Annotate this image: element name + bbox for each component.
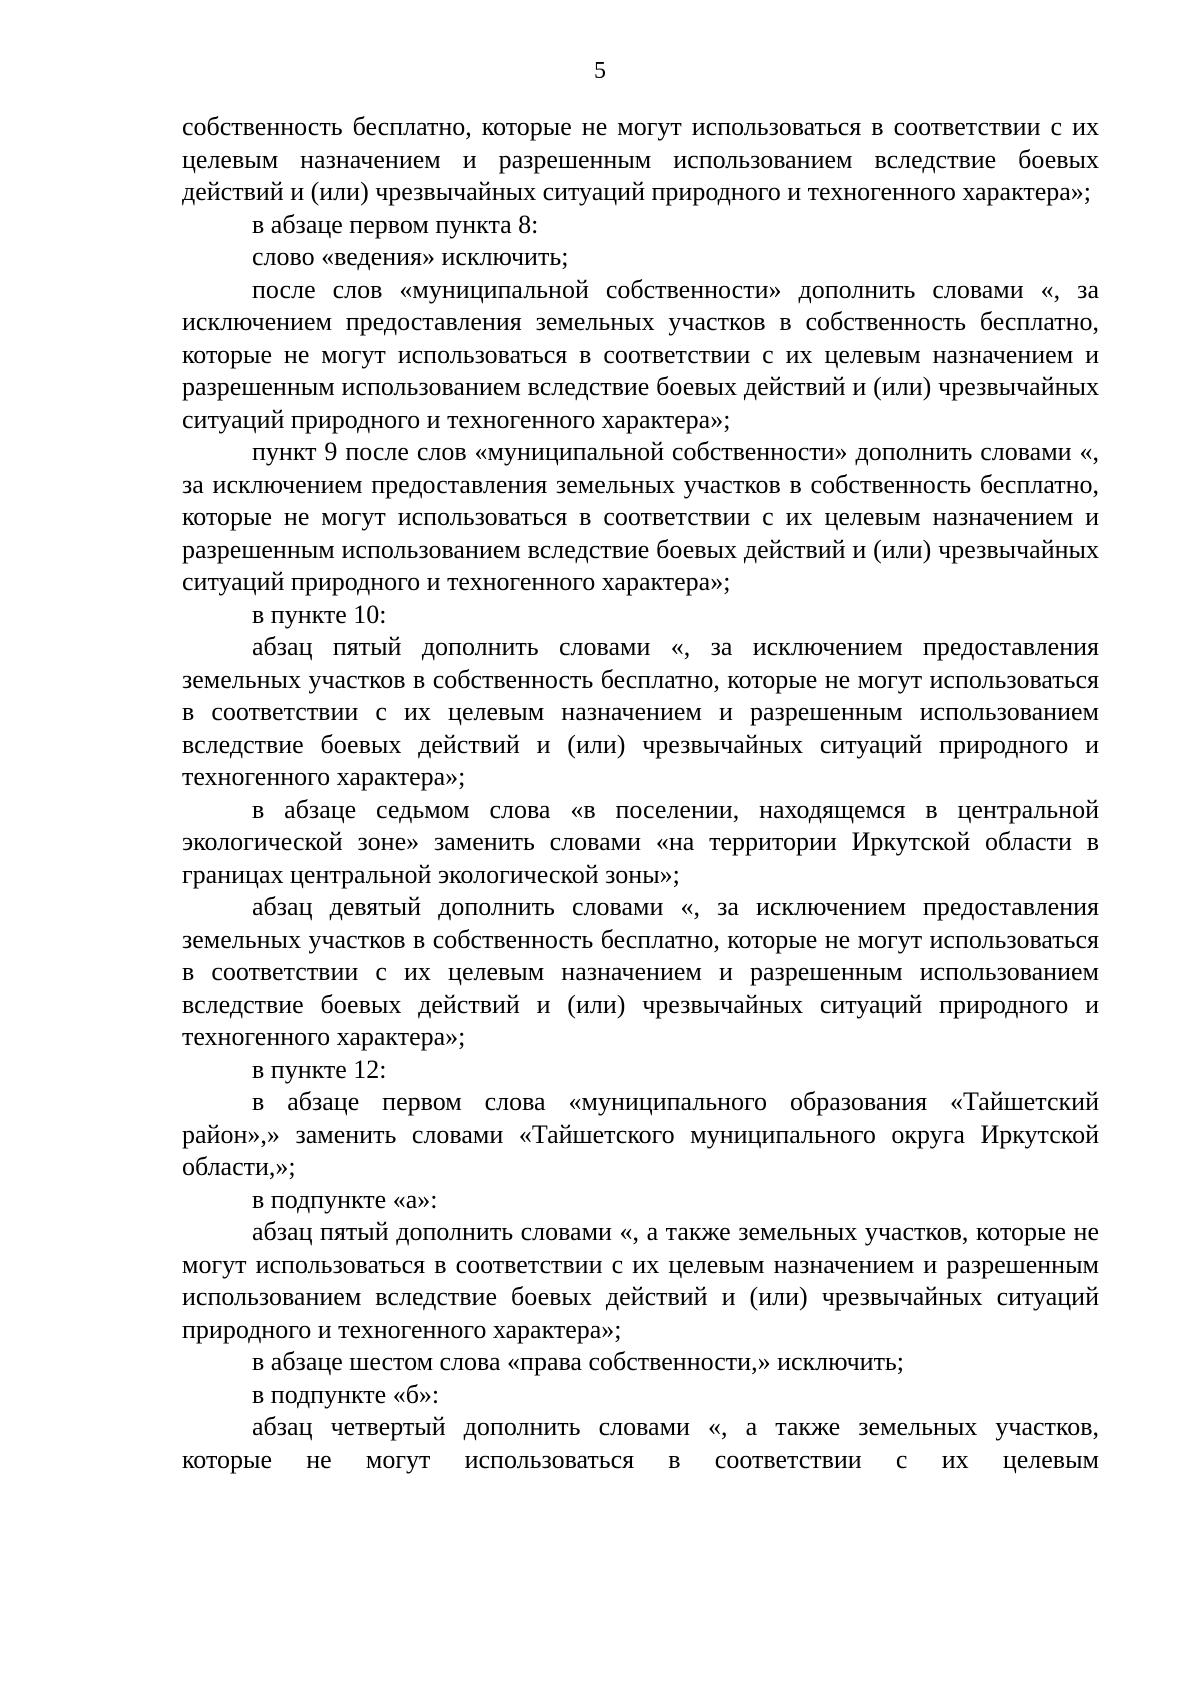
paragraph: абзац четвертый дополнить словами «, а также земельных участков, которые не могут использоваться в соответствии с их целевым xyxy=(182,1412,1099,1474)
paragraph: абзац пятый дополнить словами «, за исключением предоставления земельных участков в собственность бесплатно, которые не могут использоваться в соответствии с их целевым назначением и разрешенным использованием вследствие боевых действий и (или) чрезвычайных ситуаций природного и техногенного характера»; xyxy=(182,632,1099,791)
page-number: 5 xyxy=(594,58,606,84)
paragraph: в пункте 10: xyxy=(252,599,387,629)
paragraph: в абзаце первом пункта 8: xyxy=(252,209,539,239)
paragraph: после слов «муниципальной собственности» дополнить словами «, за исключением предоставления земельных участков в собственность бесплатно, которые не могут использоваться в соответствии с их целевым назначением и разрешенным использованием вследствие боевых действий и (или) чрезвычайных ситуаций природного и техногенного характера»; xyxy=(182,274,1099,434)
paragraph: абзац пятый дополнить словами «, а также земельных участков, которые не могут использоваться в соответствии с их целевым назначением и разрешенным использованием вследствие боевых действий и (или) чрезвычайных ситуаций природного и техногенного характера»; xyxy=(182,1217,1099,1344)
paragraph: пункт 9 после слов «муниципальной собственности» дополнить словами «, за исключением предоставления земельных участков в собственность бесплатно, которые не могут использоваться в соответствии с их целевым назначением и разрешенным использованием вследствие боевых действий и (или) чрезвычайных ситуаций природного и техногенного характера»; xyxy=(182,437,1099,596)
paragraph: собственность бесплатно, которые не могут использоваться в соответствии с их целевым назначением и разрешенным использованием вследствие боевых действий и (или) чрезвычайных ситуаций природного и техногенного характера»; xyxy=(182,112,1099,206)
paragraph: в подпункте «б»: xyxy=(252,1379,440,1409)
paragraph: в абзаце седьмом слова «в поселении, находящемся в центральной экологической зоне» заменить словами «на территории Иркутской области в границах центральной экологической зоны»; xyxy=(182,794,1099,889)
paragraph: слово «ведения» исключить; xyxy=(252,242,569,271)
paragraph: в абзаце шестом слова «права собственности,» исключить; xyxy=(252,1347,905,1376)
paragraph: в подпункте «а»: xyxy=(252,1184,438,1214)
paragraph: абзац девятый дополнить словами «, за исключением предоставления земельных участков в собственность бесплатно, которые не могут использоваться в соответствии с их целевым назначением и разрешенным использованием вследствие боевых действий и (или) чрезвычайных ситуаций природного и техногенного характера»; xyxy=(182,892,1099,1051)
paragraph: в абзаце первом слова «муниципального образования «Тайшетский район»,» заменить словами «Тайшетского муниципального округа Иркутской области,»; xyxy=(182,1087,1099,1181)
document-body xyxy=(182,111,1099,1476)
paragraph: в пункте 12: xyxy=(252,1054,387,1084)
